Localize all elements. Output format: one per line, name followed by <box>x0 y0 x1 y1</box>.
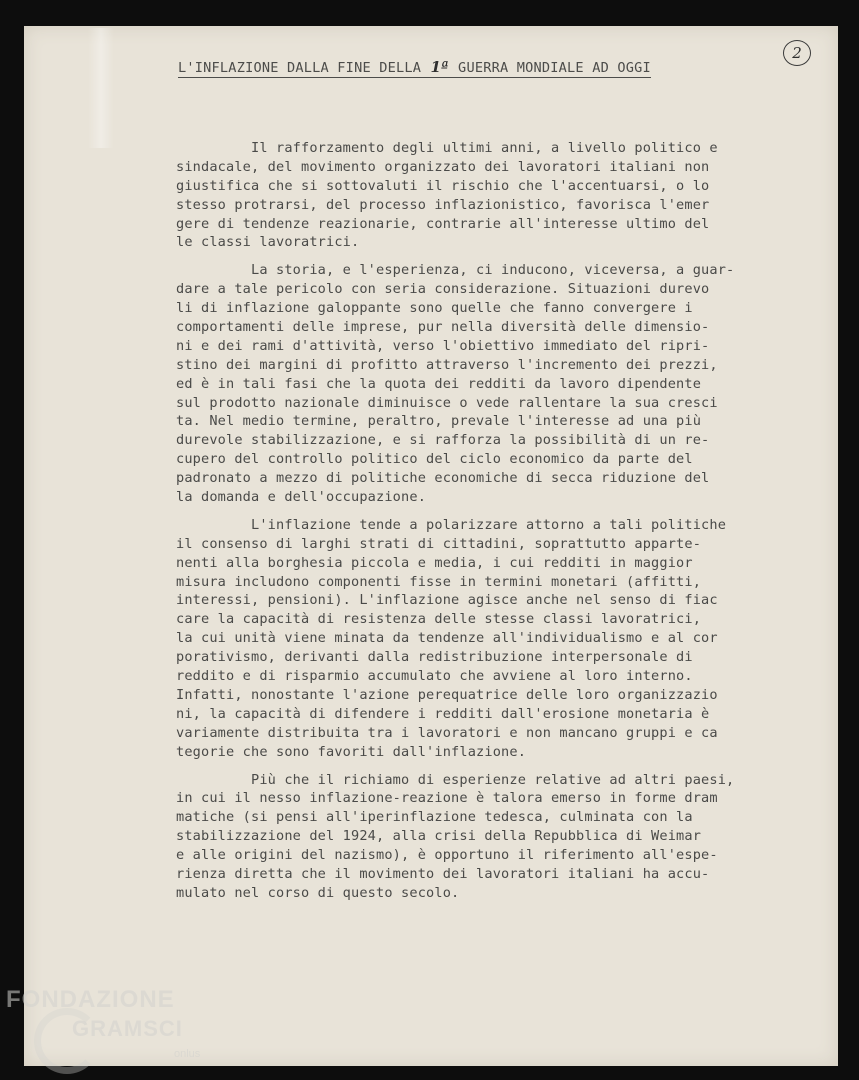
title-text-start: L'INFLAZIONE DALLA FINE DELLA <box>178 60 430 76</box>
text-line: Infatti, nonostante l'azione perequatrice delle loro organizzazio <box>176 686 718 703</box>
text-line: variamente distribuita tra i lavoratori e non mancano gruppi e ca <box>176 724 718 741</box>
text-line: durevole stabilizzazione, e si rafforza la possibilità di un re- <box>176 432 710 449</box>
text-line: Più che il richiamo di esperienze relative ad altri paesi, <box>176 771 735 788</box>
text-line: porativismo, derivanti dalla redistribuzione interpersonale di <box>176 649 693 666</box>
title-handwritten-ordinal: 1ª <box>430 58 449 76</box>
text-line: ed è in tali fasi che la quota dei redditi da lavoro dipendente <box>176 375 702 392</box>
text-line: misura includono componenti fisse in termini monetari (affitti, <box>176 573 702 590</box>
text-line: cupero del controllo politico del ciclo economico da parte del <box>176 451 693 468</box>
text-line: in cui il nesso inflazione-reazione è talora emerso in forme dram <box>176 790 718 807</box>
title-text-end: GUERRA MONDIALE AD OGGI <box>449 60 651 76</box>
paragraph-gap <box>176 507 816 516</box>
watermark-line2: GRAMSCI <box>72 1016 183 1041</box>
text-line: interessi, pensioni). L'inflazione agisce anche nel senso di fiac <box>176 592 718 609</box>
paragraph <box>176 771 816 903</box>
watermark-line1: FONDAZIONE <box>6 986 175 1013</box>
page-number: 2 <box>783 40 811 66</box>
text-line: ni, la capacità di difendere i redditi dall'erosione monetaria è <box>176 705 710 722</box>
text-line: il consenso di larghi strati di cittadini, soprattutto apparte- <box>176 535 702 552</box>
text-line: e alle origini del nazismo), è opportuno il riferimento all'espe- <box>176 847 718 864</box>
text-line: Il rafforzamento degli ultimi anni, a livello politico e <box>176 140 718 156</box>
document-body <box>176 139 816 903</box>
text-line: stino dei margini di profitto attraverso l'incremento dei prezzi, <box>176 356 718 373</box>
paragraph <box>176 516 816 762</box>
text-line: matiche (si pensi all'iperinflazione tedesca, culminata con la <box>176 809 693 826</box>
text-line: rienza diretta che il movimento dei lavoratori italiani ha accu- <box>176 865 710 882</box>
text-line: padronato a mezzo di politiche economiche di secca riduzione del <box>176 470 710 487</box>
paper-crease <box>88 28 114 148</box>
text-line: sul prodotto nazionale diminuisce o vede rallentare la sua cresci <box>176 394 718 411</box>
paragraph-gap <box>176 762 816 771</box>
text-line: La storia, e l'esperienza, ci inducono, viceversa, a guar- <box>176 262 735 279</box>
text-line: giustifica che si sottovaluti il rischio che l'accentuarsi, o lo <box>176 177 710 194</box>
paragraph-gap <box>176 252 816 261</box>
text-line: care la capacità di resistenza delle stesse classi lavoratrici, <box>176 611 702 628</box>
paragraph <box>176 139 816 252</box>
text-line: li di inflazione galoppante sono quelle che fanno convergere i <box>176 300 693 317</box>
text-line: ni e dei rami d'attività, verso l'obiettivo immediato del ripri- <box>176 337 710 354</box>
text-line: la domanda e dell'occupazione. <box>176 489 427 506</box>
text-line: comportamenti delle imprese, pur nella diversità delle dimensio- <box>176 319 710 336</box>
text-line: nenti alla borghesia piccola e media, i cui redditi in maggior <box>176 554 693 571</box>
watermark-line3: onlus <box>174 1048 201 1060</box>
text-line: stesso protrarsi, del processo inflazionistico, favorisca l'emer <box>176 196 710 213</box>
text-line: sindacale, del movimento organizzato dei lavoratori italiani non <box>176 158 710 175</box>
text-line: gere di tendenze reazionarie, contrarie all'interesse ultimo del <box>176 215 710 232</box>
watermark-logo <box>6 986 201 1060</box>
text-line: dare a tale pericolo con seria considerazione. Situazioni durevo <box>176 281 710 298</box>
text-line: stabilizzazione del 1924, alla crisi della Repubblica di Weimar <box>176 828 702 845</box>
text-line: tegorie che sono favoriti dall'inflazione. <box>176 743 527 760</box>
document-title <box>178 58 651 76</box>
text-line: la cui unità viene minata da tendenze all'individualismo e al cor <box>176 630 718 647</box>
text-line: le classi lavoratrici. <box>176 234 360 251</box>
text-line: mulato nel corso di questo secolo. <box>176 884 460 901</box>
text-line: L'inflazione tende a polarizzare attorno a tali politiche <box>176 516 727 533</box>
text-line: ta. Nel medio termine, peraltro, prevale l'interesse ad una più <box>176 413 702 430</box>
text-line: reddito e di risparmio accumulato che avviene al loro interno. <box>176 668 693 685</box>
paragraph <box>176 261 816 507</box>
